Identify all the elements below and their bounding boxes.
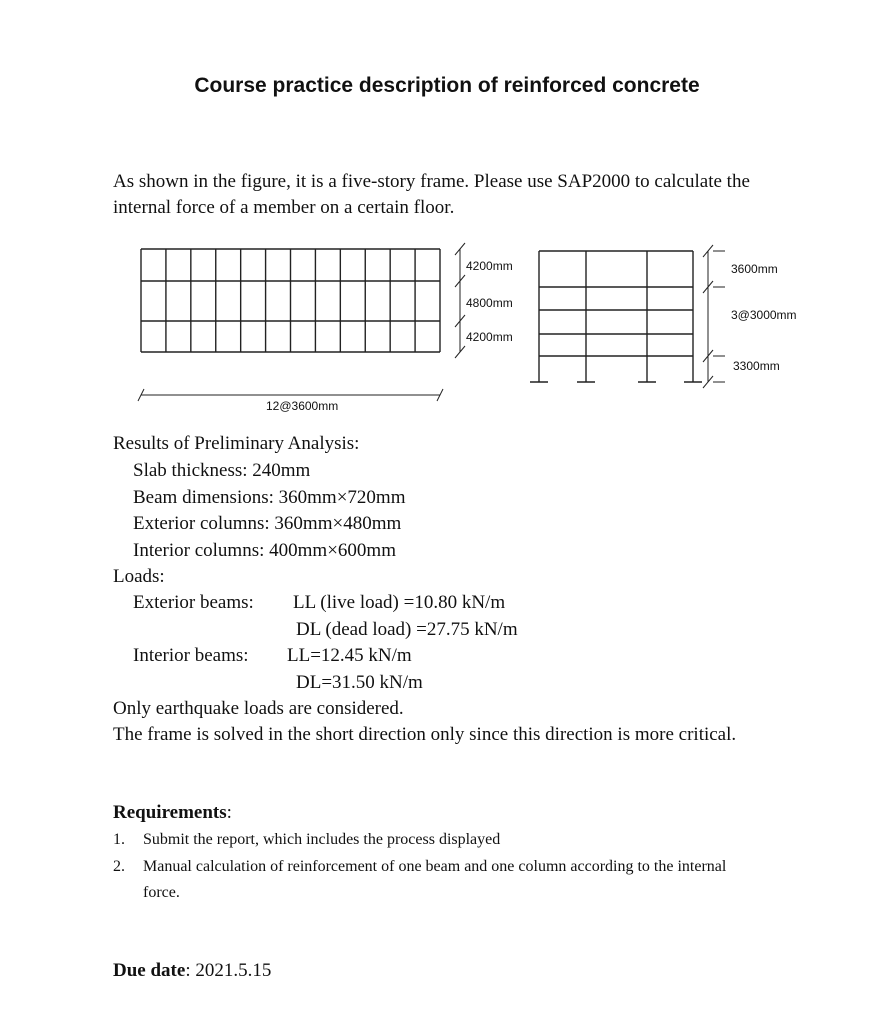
due-date: Due date: 2021.5.15	[113, 960, 272, 981]
req-num-2: 2.	[113, 858, 125, 875]
plan-dim-3: 4200mm	[466, 330, 513, 344]
ext-ll: LL (live load) =10.80 kN/m	[293, 592, 506, 613]
due-value: 2021.5.15	[195, 960, 272, 981]
loads-heading: Loads:	[113, 566, 165, 587]
int-dl: DL=31.50 kN/m	[296, 672, 423, 693]
due-label: Due date	[113, 960, 186, 981]
elev-dim-1: 3600mm	[731, 262, 778, 276]
plan-grid	[141, 249, 440, 352]
int-ll: LL=12.45 kN/m	[287, 645, 412, 666]
prelim-item: Slab thickness: 240mm	[133, 460, 311, 481]
elevation-frame	[530, 251, 702, 382]
requirements-label: Requirements	[113, 802, 227, 823]
req-num-1: 1.	[113, 831, 125, 848]
req-text-2: Manual calculation of reinforcement of one beam and one column according to the internal	[143, 858, 727, 875]
ext-dl: DL (dead load) =27.75 kN/m	[296, 619, 518, 640]
note-1: Only earthquake loads are considered.	[113, 698, 404, 719]
elev-dim-2: 3@3000mm	[731, 308, 797, 322]
prelim-item: Beam dimensions: 360mm×720mm	[133, 487, 406, 508]
prelim-item: Interior columns: 400mm×600mm	[133, 540, 396, 561]
req-text-2b: force.	[143, 884, 180, 901]
note-2: The frame is solved in the short direction only since this direction is more critical.	[113, 724, 737, 745]
requirements-heading: Requirements:	[113, 802, 232, 823]
frame-figure	[0, 0, 894, 420]
plan-length-dim: 12@3600mm	[266, 399, 339, 413]
intro-line-2: internal force of a member on a certain floor.	[113, 197, 455, 218]
plan-dimension-lines	[138, 243, 725, 401]
elev-dim-3: 3300mm	[733, 359, 780, 373]
int-beams-label: Interior beams:	[133, 645, 249, 666]
plan-dim-2: 4800mm	[466, 296, 513, 310]
prelim-heading: Results of Preliminary Analysis:	[113, 433, 360, 454]
page-title: Course practice description of reinforced concrete	[194, 74, 700, 97]
prelim-item: Exterior columns: 360mm×480mm	[133, 513, 402, 534]
plan-dim-1: 4200mm	[466, 259, 513, 273]
intro-line-1: As shown in the figure, it is a five-story frame. Please use SAP2000 to calculate the	[113, 171, 750, 192]
ext-beams-label: Exterior beams:	[133, 592, 254, 613]
req-text-1: Submit the report, which includes the process displayed	[143, 831, 501, 848]
